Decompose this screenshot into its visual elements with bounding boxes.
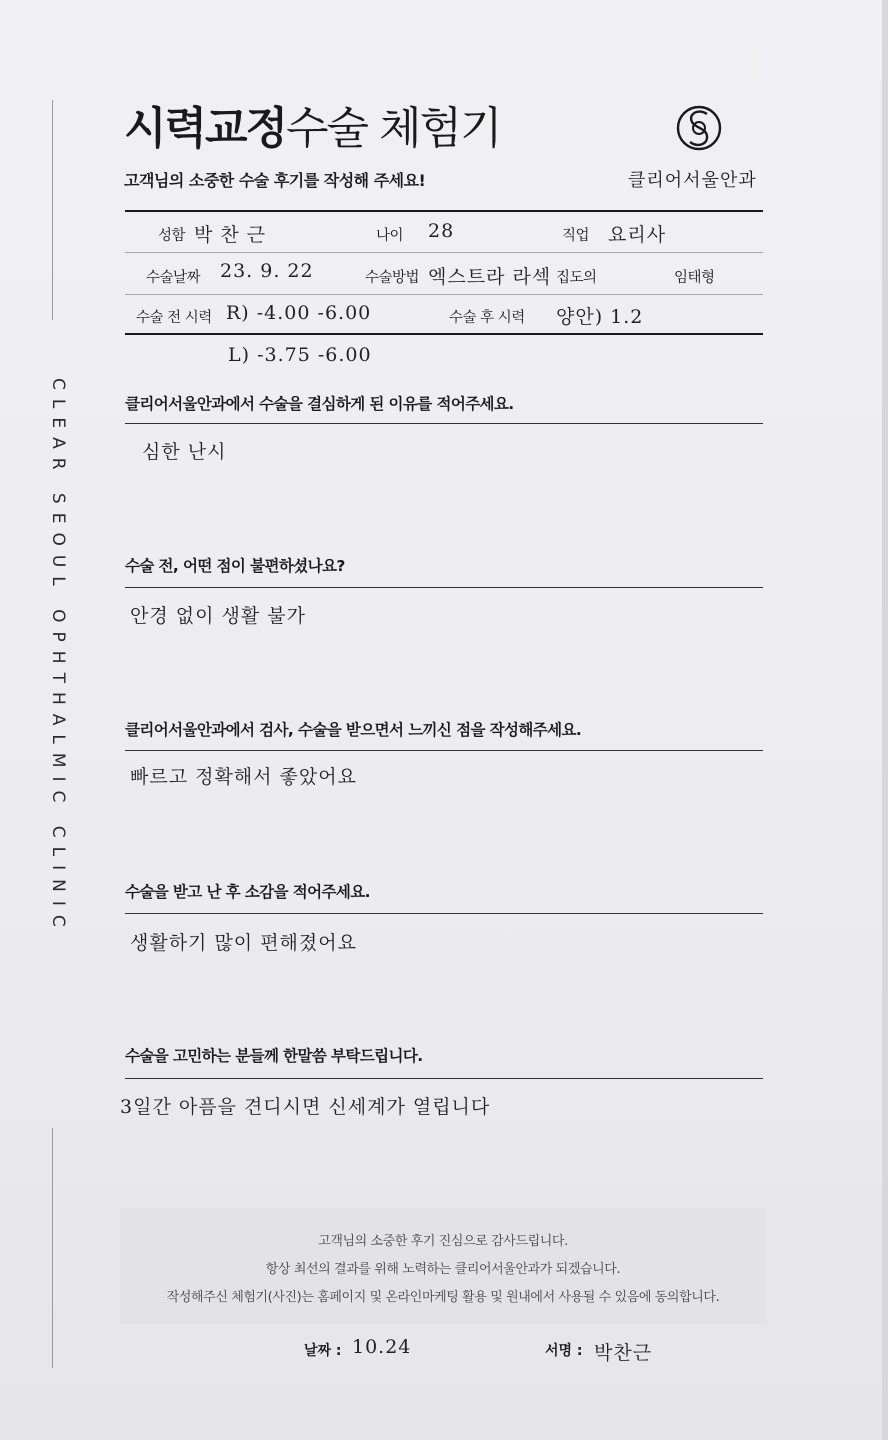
title-rest: 수술 체험기 (286, 103, 501, 154)
age-value: 28 (428, 220, 455, 242)
pre-vision-right: R) -4.00 -6.00 (226, 302, 372, 324)
notice-line-1: 고객님의 소중한 후기 진심으로 감사드립니다. (318, 1234, 568, 1249)
table-bottom-rule (125, 333, 763, 335)
post-vision-label: 수술 후 시력 (449, 310, 525, 326)
answer-2: 안경 없이 생활 불가 (130, 605, 306, 627)
footer-date-label: 날짜 : (304, 1343, 342, 1359)
clinic-name: 클리어서울안과 (628, 170, 757, 191)
surgery-date-value: 23. 9. 22 (220, 260, 314, 282)
pre-vision-label: 수술 전 시력 (136, 310, 212, 326)
question-3-rule (125, 750, 763, 751)
question-4-rule (125, 913, 763, 914)
answer-3: 빠르고 정확해서 좋았어요 (130, 766, 357, 788)
side-divider-bottom (52, 1128, 53, 1368)
question-3: 클리어서울안과에서 검사, 수술을 받으면서 느끼신 점을 작성해주세요. (125, 721, 582, 739)
surgery-method-value: 엑스트라 라섹 (428, 266, 552, 288)
age-label: 나이 (376, 228, 404, 244)
page-subtitle: 고객님의 소중한 수술 후기를 작성해 주세요! (124, 171, 426, 190)
question-1: 클리어서울안과에서 수술을 결심하게 된 이유를 적어주세요. (125, 395, 514, 413)
name-value: 박 찬 근 (194, 224, 267, 246)
question-5-rule (125, 1078, 763, 1079)
surgeon-label: 집도의 (556, 270, 597, 286)
answer-4: 생활하기 많이 편해졌어요 (130, 932, 357, 954)
table-row-rule-2 (125, 294, 763, 295)
surgery-method-label: 수술방법 (365, 270, 420, 286)
table-top-rule (125, 210, 763, 212)
notice-line-2: 항상 최선의 결과를 위해 노력하는 클리어서울안과가 되겠습니다. (265, 1262, 621, 1277)
notice-line-3: 작성해주신 체험기(사진)는 홈페이지 및 온라인마케팅 활용 및 원내에서 사용될 수 있음에 동의합니다. (166, 1290, 720, 1305)
title-bold: 시력교정 (124, 103, 287, 154)
answer-1: 심한 난시 (142, 441, 227, 463)
question-1-rule (125, 423, 763, 424)
question-5: 수술을 고민하는 분들께 한말씀 부탁드립니다. (125, 1047, 423, 1065)
surgeon-value: 임태형 (674, 270, 715, 286)
footer-date-value: 10.24 (352, 1336, 412, 1358)
side-clinic-text: CLEAR SEOUL OPHTHALMIC CLINIC (48, 378, 68, 936)
job-label: 직업 (562, 228, 590, 244)
question-2-rule (125, 587, 763, 588)
clinic-s-logo-icon (676, 100, 722, 160)
post-vision-value: 양안) 1.2 (556, 306, 644, 328)
consent-notice-box (120, 1208, 766, 1324)
answer-5: 3일간 아픔을 견디시면 신세계가 열립니다 (120, 1096, 491, 1118)
question-4: 수술을 받고 난 후 소감을 적어주세요. (125, 883, 370, 901)
paper-edge (882, 0, 888, 1440)
side-divider-top (52, 100, 53, 320)
table-row-rule-1 (125, 252, 763, 253)
footer-signature-value: 박찬근 (594, 1342, 653, 1364)
page-title (124, 92, 501, 156)
surgery-date-label: 수술날짜 (146, 270, 201, 286)
question-2: 수술 전, 어떤 점이 불편하셨나요? (125, 557, 345, 575)
job-value: 요리사 (608, 224, 667, 246)
pre-vision-left: L) -3.75 -6.00 (228, 344, 372, 366)
footer-signature-label: 서명 : (545, 1343, 583, 1359)
name-label: 성함 (158, 228, 186, 244)
